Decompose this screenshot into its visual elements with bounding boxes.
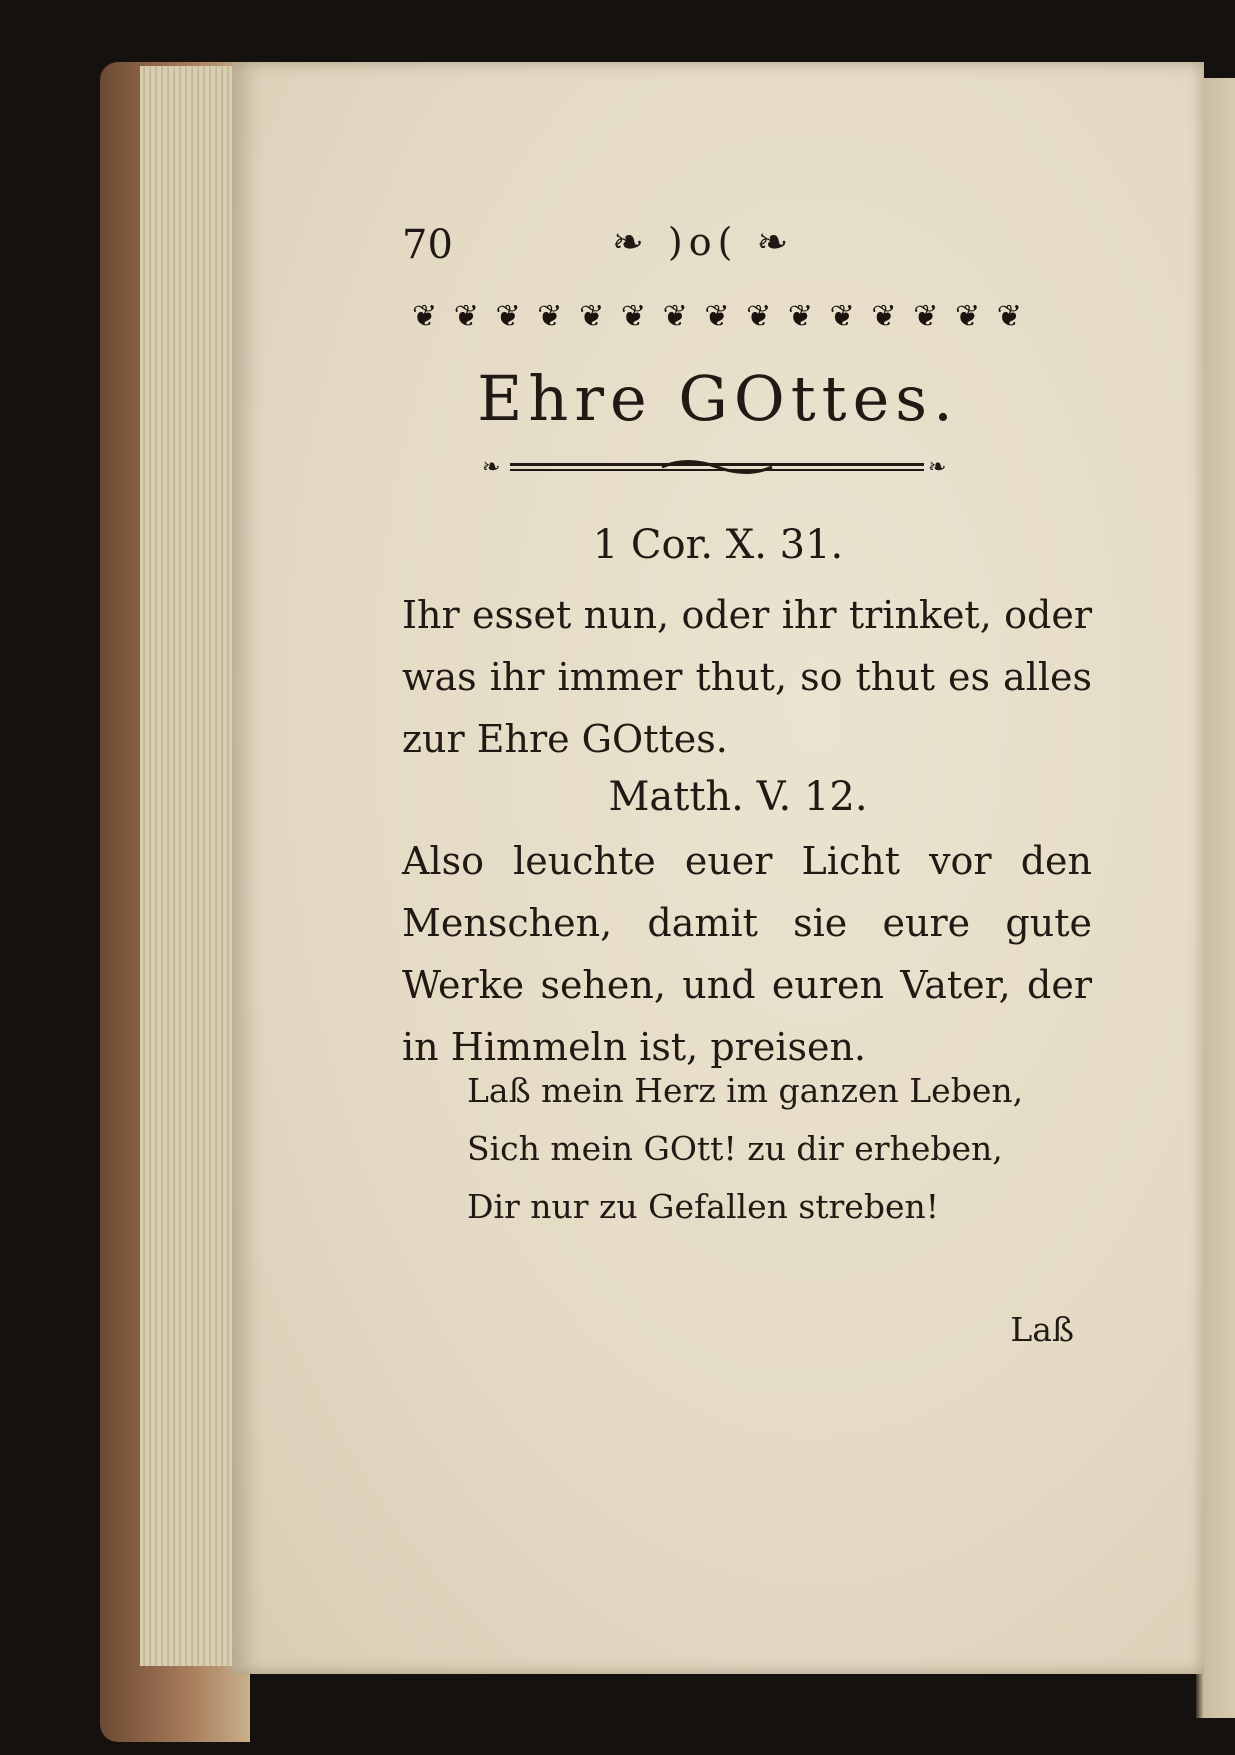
scripture-text-1: Ihr esset nun, oder ihr trinket, oder was ihr immer thut, so thut es alles zur Ehre GOttes. bbox=[402, 593, 1092, 761]
ornament-glyph: ❦ bbox=[495, 298, 521, 334]
scripture-text-2: Also leuchte euer Licht vor den Menschen, damit sie eure gute Werke sehen, und euren Vater, der in Himmeln ist, preisen. bbox=[402, 839, 1092, 1069]
ornament-glyph: ❦ bbox=[787, 298, 814, 334]
verse-line: Sich mein GOtt! zu dir erheben, bbox=[467, 1129, 1003, 1168]
page-number: 70 bbox=[402, 222, 453, 268]
hymn-verse bbox=[467, 1062, 1027, 1236]
ornament-glyph: ❦ bbox=[704, 298, 730, 334]
page-content bbox=[232, 62, 1204, 1674]
ornament-glyph: ❦ bbox=[537, 298, 563, 334]
svg-text:❧: ❧ bbox=[482, 455, 501, 480]
ornament-glyph: ❦ bbox=[871, 298, 897, 334]
decorative-rule bbox=[482, 454, 952, 480]
ornament-glyph: ❦ bbox=[996, 298, 1022, 334]
ornament-glyph: ❦ bbox=[412, 298, 438, 334]
verse-line: Laß mein Herz im ganzen Leben, bbox=[467, 1071, 1024, 1110]
scripture-reference-2: Matth. V. 12. bbox=[608, 774, 868, 820]
running-head: ❧ )o( ❧ bbox=[612, 220, 795, 264]
ornament-glyph: ❦ bbox=[453, 298, 479, 334]
page-header bbox=[402, 222, 1022, 282]
page-title: Ehre GOttes. bbox=[477, 362, 959, 435]
ornament-glyph: ❦ bbox=[829, 298, 855, 334]
svg-text:❧: ❧ bbox=[928, 455, 947, 480]
ornament-glyph: ❦ bbox=[620, 298, 646, 334]
ornament-glyph: ❦ bbox=[662, 298, 688, 334]
catchword: Laß bbox=[1010, 1310, 1074, 1349]
scripture-reference-1: 1 Cor. X. 31. bbox=[592, 522, 844, 568]
ornament-glyph: ❦ bbox=[579, 298, 605, 334]
book-page bbox=[232, 62, 1204, 1674]
ornament-band bbox=[412, 298, 1022, 334]
ornament-glyph: ❦ bbox=[913, 298, 939, 334]
ornament-glyph: ❦ bbox=[746, 298, 772, 334]
ornament-glyph: ❦ bbox=[954, 298, 981, 334]
verse-line: Dir nur zu Gefallen streben! bbox=[467, 1187, 940, 1226]
page-block-edges bbox=[140, 66, 240, 1666]
